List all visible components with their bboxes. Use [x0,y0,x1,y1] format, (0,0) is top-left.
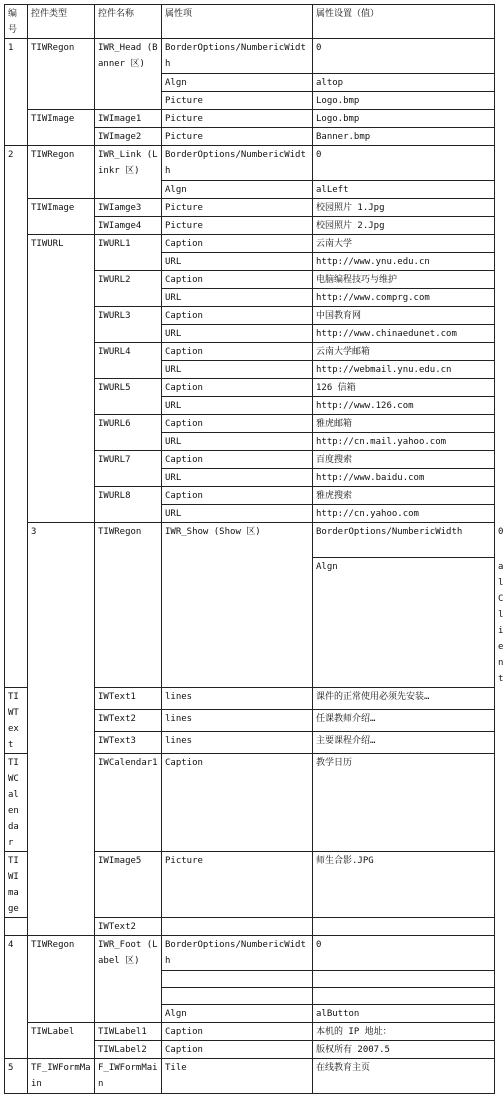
table-cell: Picture [162,199,313,217]
table-cell: Caption [162,235,313,253]
table-row [5,110,495,128]
table-cell: TIWURL [28,235,95,523]
table-cell: URL [162,253,313,271]
table-cell: http://www.comprg.com [313,289,495,307]
table-cell: 云南大学邮箱 [313,343,495,361]
header-cell-id: 编号 [5,5,28,39]
table-cell: 版权所有 2007.5 [313,1041,495,1059]
table-cell: IWImage5 [95,852,162,918]
table-cell: TIWImage [28,110,95,146]
header-cell-control-type: 控件类型 [28,5,95,39]
table-row [5,936,495,971]
property-table [4,4,503,1094]
table-cell: Picture [162,852,313,918]
table-cell: TF_IWFormMain [28,1059,95,1094]
header-row [5,5,495,39]
table-body [5,39,503,1094]
header-cell-value: 属性设置（值） [313,5,495,39]
table-cell: URL [162,505,313,523]
table-cell: IWCalendar1 [95,754,162,852]
table-cell: BorderOptions/NumbericWidth [162,146,313,181]
table-cell: http://cn.yahoo.com [313,505,495,523]
table-cell: 0 [313,936,495,971]
table-cell: Algn [162,1005,313,1023]
table-cell [313,918,495,936]
table-cell: http://www.baidu.com [313,469,495,487]
table-cell: 雅虎邮箱 [313,415,495,433]
table-cell: TIWLabel [28,1023,95,1059]
table-cell: TIWRegon [28,146,95,199]
table-cell: IWR_Foot (Label 区) [95,936,162,1023]
table-cell: IWURL4 [95,343,162,379]
table-cell: IWImage2 [95,128,162,146]
table-row [5,1023,495,1041]
table-row [5,146,495,181]
table-cell [5,918,28,936]
table-cell: 本机的 IP 地址： [313,1023,495,1041]
table-cell: IWURL8 [95,487,162,523]
table-cell: Logo.bmp [313,92,495,110]
table-cell: 在线教育主页 [313,1059,495,1094]
table-cell: TIWText [5,688,28,754]
table-cell: URL [162,397,313,415]
table-cell: 5 [5,1059,28,1094]
table-cell: alLeft [313,181,495,199]
table-cell: IWURL1 [95,235,162,271]
table-cell: 电脑编程技巧与维护 [313,271,495,289]
table-cell: Caption [162,754,313,852]
table-cell: TIWLabel1 [95,1023,162,1041]
table-cell: Caption [162,415,313,433]
table-cell: Caption [162,1041,313,1059]
table-row [5,199,495,217]
table-cell: Caption [162,271,313,289]
table-cell: Picture [162,217,313,235]
table-cell: IWImage1 [95,110,162,128]
table-cell: http://www.ynu.edu.cn [313,253,495,271]
table-cell: IWIamge4 [95,217,162,235]
table-cell: Picture [162,128,313,146]
table-cell: IWR_Link (Linkr 区) [95,146,162,199]
table-cell: 教学日历 [313,754,495,852]
header-cell-property: 属性项 [162,5,313,39]
table-row [5,39,495,74]
table-cell: Banner.bmp [313,128,495,146]
table-cell: BorderOptions/NumbericWidth [162,39,313,74]
table-cell: BorderOptions/NumbericWidth [313,523,495,558]
table-cell: Algn [162,74,313,92]
table-cell: 百度搜索 [313,451,495,469]
table-cell: 主要课程介绍… [313,732,495,754]
table-cell [162,918,313,936]
table-cell: IWText2 [95,918,162,936]
table-cell: http://www.chinaedunet.com [313,325,495,343]
table-cell: 126 信箱 [313,379,495,397]
table-cell: IWURL7 [95,451,162,487]
table-cell: IWURL2 [95,271,162,307]
table-cell: 校园照片 1.Jpg [313,199,495,217]
table-row [5,1059,495,1094]
table-cell: 0 [313,146,495,181]
table-cell: URL [162,433,313,451]
table-cell: IWIamge3 [95,199,162,217]
table-cell: Caption [162,379,313,397]
table-cell: lines [162,688,313,710]
table-cell: http://www.126.com [313,397,495,415]
table-cell: 2 [5,146,28,688]
table-row [5,235,495,253]
table-cell: TIWCalendar [5,754,28,852]
table-cell: IWURL6 [95,415,162,451]
table-cell: TIWRegon [95,523,162,688]
table-cell: IWR_Show (Show 区) [162,523,313,688]
table-cell: URL [162,325,313,343]
table-cell: altop [313,74,495,92]
table-cell: URL [162,361,313,379]
table-cell: 师生合影.JPG [313,852,495,918]
table-cell: TIWLabel2 [95,1041,162,1059]
table-cell: 云南大学 [313,235,495,253]
table-cell: Algn [313,558,495,688]
table-cell [313,988,495,1005]
table-cell: http://webmail.ynu.edu.cn [313,361,495,379]
table-cell: IWURL3 [95,307,162,343]
table-cell: URL [162,289,313,307]
table-cell: Logo.bmp [313,110,495,128]
table-row: Algn alClient [5,558,495,688]
table-cell: IWURL5 [95,379,162,415]
table-cell [162,971,313,988]
table-cell: Caption [162,451,313,469]
table-cell: Picture [162,92,313,110]
table-cell: URL [162,469,313,487]
table-cell: IWText1 [95,688,162,710]
table-cell: 任课教师介绍… [313,710,495,732]
table-cell: Picture [162,110,313,128]
table-cell: lines [162,710,313,732]
table-cell: Algn [162,181,313,199]
table-cell: 3 [28,523,95,936]
table-cell: IWR_Head (Banner 区) [95,39,162,110]
table-cell: 4 [5,936,28,1059]
table-cell: Tile [162,1059,313,1094]
table-cell: 雅虎搜索 [313,487,495,505]
table-cell: IWText3 [95,732,162,754]
table-cell: TIWImage [5,852,28,918]
table-cell: 课件的正常使用必须先安装… [313,688,495,710]
table-cell: 1 [5,39,28,146]
table-row: 3 TIWRegon IWR_Show (Show 区) BorderOptions/NumbericWidth 0 [5,523,495,558]
table-cell: Caption [162,1023,313,1041]
table-cell: Caption [162,487,313,505]
table-cell [162,988,313,1005]
table-cell: TIWRegon [28,39,95,110]
table-cell [313,971,495,988]
table-cell: http://cn.mail.yahoo.com [313,433,495,451]
table-cell: 0 [313,39,495,74]
table-cell: IWText2 [95,710,162,732]
table-cell: TIWImage [28,199,95,235]
table-cell: TIWRegon [28,936,95,1023]
table-cell: alButton [313,1005,495,1023]
table-cell: Caption [162,343,313,361]
table-cell: BorderOptions/NumbericWidth [162,936,313,971]
table-cell: F_IWFormMain [95,1059,162,1094]
table-cell: 中国教育网 [313,307,495,325]
header-cell-control-name: 控件名称 [95,5,162,39]
table-cell: 校园照片 2.Jpg [313,217,495,235]
table-cell: lines [162,732,313,754]
table-cell: Caption [162,307,313,325]
